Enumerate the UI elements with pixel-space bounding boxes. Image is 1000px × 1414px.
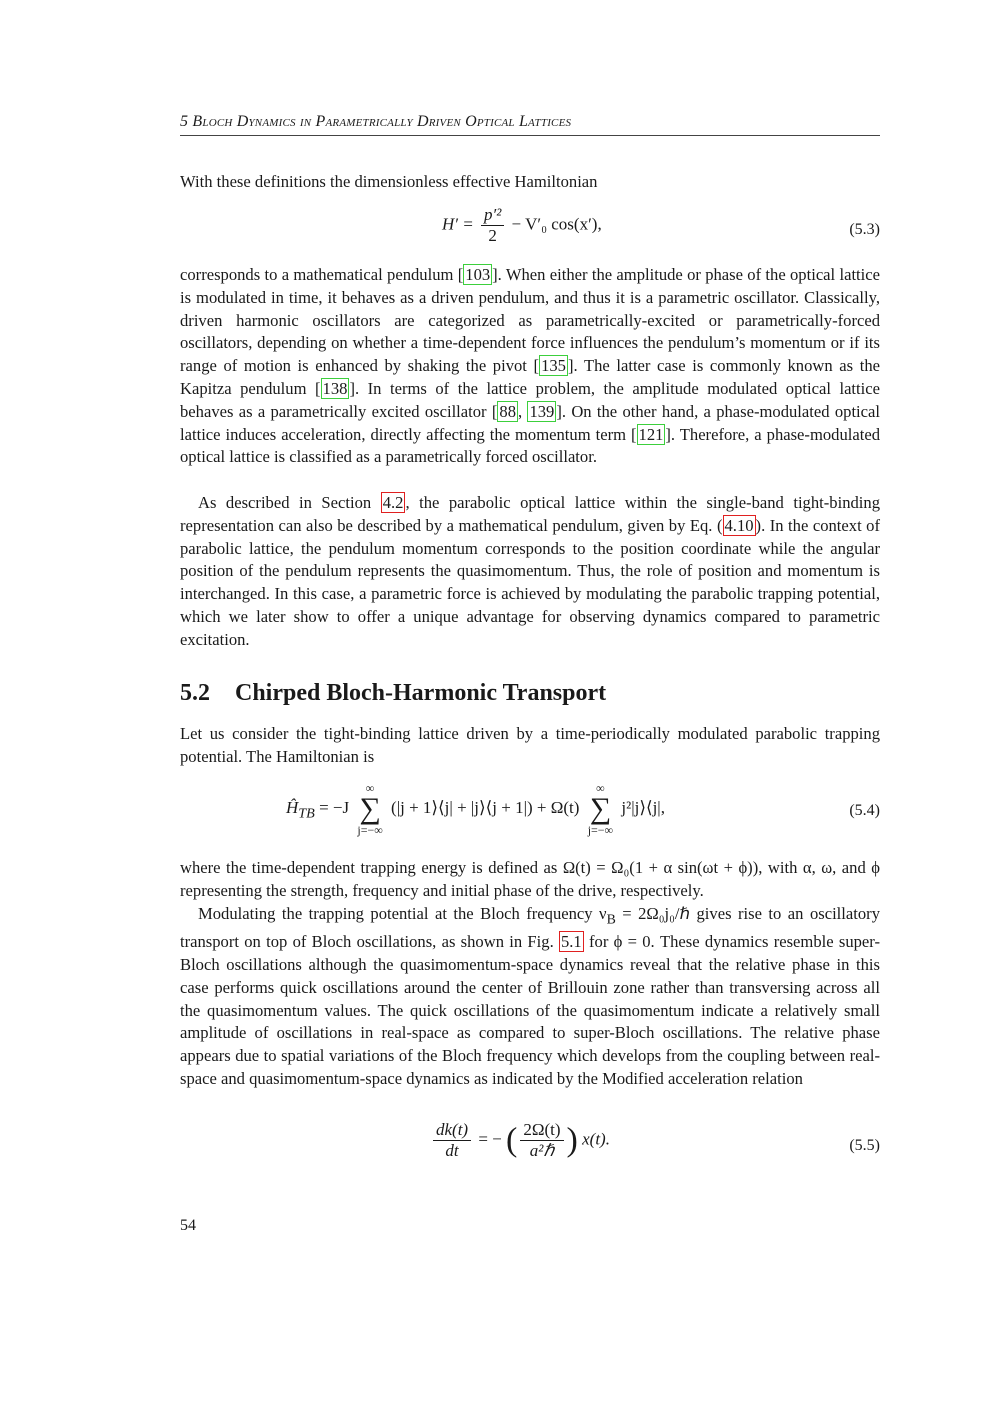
paragraph-pendulum: corresponds to a mathematical pendulum [ 103 ]. When either the amplitude or phase of the optical lattice is modulated in time, it behaves as a driven pendulum, and thus it is a parametric oscillator. Classically, driven harmonic oscillators are categorized as parametrically-excited or parametrically-forced oscillators, depending on whether a time-dependent force influences the pendulum’s momentum or if its range of motion is enhanced by shaking the pivot [ 135 ]. The latter case is commonly known as the Kapitza pendulum [ 138 ]. In terms of the lattice problem, the amplitude modulated optical lattice behaves as a parametrically excited oscillator [ 88 , 139 ]. On the other hand, a phase-modulated optical lattice induces acceleration, directly affecting the momentum term [ 121 ]. Therefore, a phase-modulated optical lattice is classified as a parametrically forced oscillator.: [180, 265, 881, 467]
citation-link[interactable]: 135: [541, 356, 566, 376]
figure-link[interactable]: 5.1: [560, 932, 582, 952]
section-number: 5.2: [180, 680, 210, 706]
paragraph-trapping-energy: where the time-dependent trapping energy is defined as Ω(t) = Ω₀(1 + α sin(ωt + ϕ)), with α, ω, and ϕ representing the strength, frequency and initial phase of the drive, respectively.: [180, 858, 880, 900]
eq54-term1: (|j + 1⟩⟨j| + |j⟩⟨j + 1|) + Ω(t): [391, 797, 580, 817]
equation-5-5: $\frac{dk(t)}{dt}$ = − ( $\frac{2\Omega(t)}{\text{a²ℏ}}$ ) x(t). (5.5): [180, 1120, 880, 1180]
section-heading: [180, 680, 606, 707]
citation-link[interactable]: 139: [529, 401, 555, 421]
eq54-term2: j²|j⟩⟨j|,: [621, 797, 665, 817]
eq53-lhs: H′ =: [442, 214, 474, 234]
equation-number: (5.4): [849, 802, 880, 819]
paragraph-hamiltonian-intro: Let us consider the tight-binding lattice driven by a time-periodically modulated parabolic trapping potential. The Hamiltonian is: [180, 724, 880, 766]
eq53-rhs: − V′₀ cos(x′),: [511, 214, 602, 234]
eq54-lhs: $Ĥ_{TB}$: [286, 797, 315, 822]
paragraph-modulation: Modulating the trapping potential at the Bloch frequency $\nu_B$ = 2Ω₀j₀/ℏ gives rise to an oscillatory transport on top of Bloch oscillations, as shown in Fig. 5.1 for ϕ = 0. These dynamics resemble super-Bloch oscillations although the quasimomentum-space dynamics reveal that the relative phase in this case performs quick oscillations around the center of Brillouin zone rather than transversing across all the quasimomentum values. The quick oscillations of the quasimomentum indicate a relatively small amplitude of oscillations in real-space as compared to super-Bloch oscillations. The relative phase appears due to spatial variations of the Bloch frequency which develops from the coupling between real-space and quasimomentum-space dynamics as indicated by the Modified acceleration relation: [180, 904, 880, 1088]
section-title: Chirped Bloch-Harmonic Transport: [235, 680, 607, 706]
eq55-lhs: $\frac{dk(t)}{dt}$: [433, 1120, 471, 1161]
paragraph-parabolic: As described in Section 4.2 , the parabolic optical lattice within the single-band tight-binding representation can also be described by a mathematical pendulum, given by Eq. ( 4.10 ). In the context of parabolic lattice, the pendulum momentum corresponds to the position coordinate while the angular position of the pendulum represents the quasimomentum. Thus, the role of position and momentum is interchanged. In this case, a parametric force is achieved by modulating the parabolic trapping potential, which we later show to offer a unique advantage for observing dynamics compared to parametric excitation.: [180, 493, 881, 649]
page-number: 54: [180, 1217, 196, 1234]
paragraph-intro: With these definitions the dimensionless effective Hamiltonian: [180, 172, 598, 191]
citation-link[interactable]: 121: [638, 424, 664, 444]
equation-5-3: [180, 205, 880, 255]
citation-link[interactable]: 103: [465, 265, 491, 284]
equation-number: (5.5): [849, 1137, 880, 1154]
equation-number: (5.3): [849, 221, 880, 238]
eq55-tail: x(t).: [582, 1129, 610, 1149]
running-head: 5 Bloch Dynamics in Parametrically Driven Optical Lattices: [180, 113, 880, 136]
eq55-fraction: $\frac{2\Omega(t)}{\text{a²ℏ}}$: [520, 1120, 563, 1161]
citation-link[interactable]: 138: [322, 378, 348, 398]
summation-sign: ∞ ∑ j=−∞: [357, 781, 383, 837]
eq53-fraction: $\frac{\text{p′²}}{2}$: [481, 205, 504, 246]
equation-link[interactable]: 4.10: [724, 515, 754, 535]
section-link[interactable]: 4.2: [382, 493, 404, 512]
citation-link[interactable]: 88: [499, 401, 516, 421]
summation-sign: ∞ ∑ j=−∞: [587, 781, 614, 837]
equation-5-4: $Ĥ_{TB} = -J$ ∞ ∑ j=−∞ (|j + 1⟩⟨j| + |j⟩⟨j + 1|) + Ω(t) ∞ ∑ j=−∞ j²|j⟩⟨j|, (5.4): [286, 781, 880, 837]
